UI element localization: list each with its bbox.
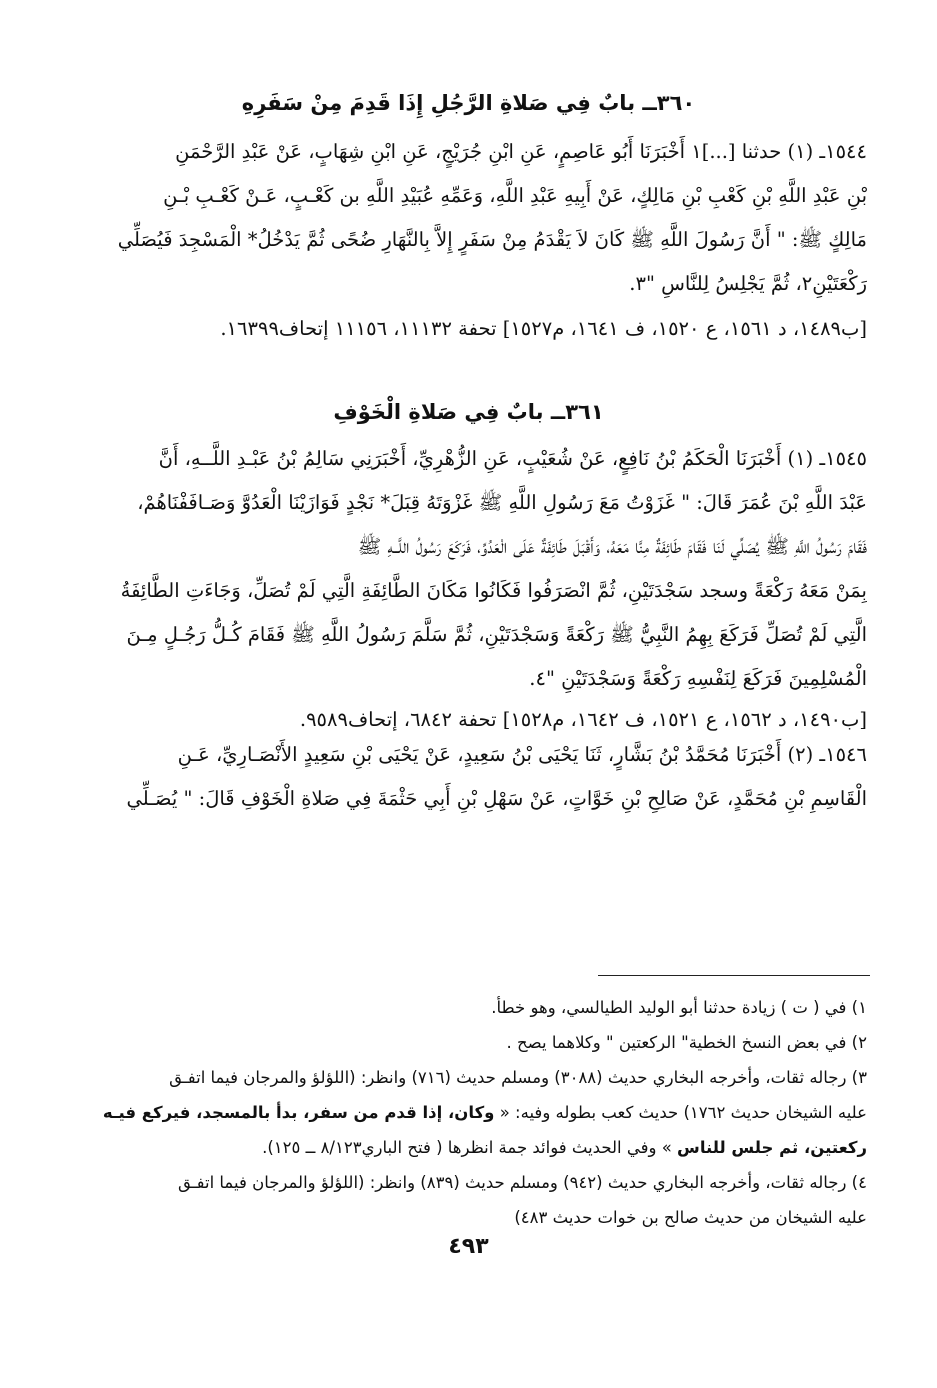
footnote-1: ١) في ( ت ) زيادة حدثنا أبو الوليد الطيالسي، وهو خطأ. bbox=[491, 998, 867, 1017]
footnote-2: ٢) في بعض النسخ الخطية" الركعتين " وكلاهما يصح . bbox=[506, 1033, 867, 1052]
hadith-1544 bbox=[60, 130, 867, 306]
footnote-3-line: ٣) رجاله ثقات، وأخرجه البخاري حديث (٣٠٨٨) ومسلم حديث (٧١٦) وانظر: (اللؤلؤ والمرجان فيما اتفـق bbox=[169, 1068, 867, 1087]
footnote-3-line bbox=[60, 1095, 867, 1130]
text-line: الْقَاسِمِ بْنِ مُحَمَّدٍ، عَنْ صَالِحِ بْنِ خَوَّاتٍ، عَنْ سَهْلِ بْنِ أَبِي حَثْمَةَ فِي صَلاةِ الْخَوْفِ قَالَ: " يُصَـلِّي bbox=[126, 787, 867, 810]
text-line: ١٥٤٦ـ (٢) أَخْبَرَنَا مُحَمَّدُ بْنُ بَشَّارٍ، ثَنَا يَحْيَى بْنُ سَعِيدٍ، عَنْ يَحْيَى بْنِ سَعِيدٍ الأَنْصَـارِيِّ، عَـنِ bbox=[177, 743, 867, 766]
chapter-title-361: ٣٦١ــ بابٌ فِي صَلاةِ الْخَوْفِ bbox=[333, 400, 604, 424]
text-line: ١٥٤٥ـ (١) أَخْبَرَنَا الْحَكَمُ بْنُ نَافِعٍ، عَنْ شُعَيْبٍ، عَنِ الزُّهْرِيِّ، أَخْبَرَنِي سَالِمُ بْنُ عَبْـدِ اللَّــهِ، أَنَّ bbox=[158, 447, 867, 470]
footnote-4-line: عليه الشيخان من حديث صالح بن خوات حديث ٤٨٣) bbox=[514, 1208, 867, 1227]
footnote-3-quote: وكان، إذا قدم من سفر، بدأ بالمسجد، فيركع فيـه bbox=[102, 1103, 495, 1122]
footnotes bbox=[60, 990, 867, 1235]
text-line: الْمُسْلِمِينَ فَرَكَعَ لِنَفْسِهِ رَكْعَةً وَسَجْدَتَيْنِ "٤. bbox=[529, 667, 867, 690]
footnote-4-line: ٤) رجاله ثقات، وأخرجه البخاري حديث (٩٤٢) ومسلم حديث (٨٣٩) وانظر: (اللؤلؤ والمرجان فيما اتفـق bbox=[178, 1173, 867, 1192]
hadith-1546 bbox=[60, 733, 867, 821]
footnote-3-line bbox=[60, 1130, 867, 1165]
text-line: الَّتِي لَمْ تُصَلِّ فَرَكَعَ بِهِمُ النَّبِيُّ ﷺ رَكْعَةً وَسَجْدَتَيْنِ، ثُمَّ سَلَّمَ رَسُولُ اللَّهِ ﷺ فَقَامَ كُـلُّ رَجُـلٍ مِـنَ bbox=[126, 623, 867, 646]
text-line: فَقَامَ رَسُولُ اللَّهِ ﷺ يُصَلِّي لَنَا فَقَامَ طَائِفَةٌ مِنَّا مَعَهُ، وَأَقْبَلَ طَائِفَةٌ عَلَى الْعَدُوِّ، فَرَكَعَ رَسُولُ اللَّــهِ ﷺ bbox=[357, 535, 867, 558]
chapter-title-360: ٣٦٠ــ بابٌ فِي صَلاةِ الرَّجُلِ إِذَا قَدِمَ مِنْ سَفَرِهِ bbox=[241, 91, 696, 115]
footnote-3-text: عليه الشيخان حديث ١٧٦٢) حديث كعب بطوله وفيه: « bbox=[499, 1103, 867, 1122]
hadith-1545 bbox=[60, 437, 867, 701]
footnote-3-quote: ركعتين، ثم جلس للناس bbox=[677, 1138, 867, 1157]
text-line: ١٥٤٤ـ (١) حدثنا [...]١ أَخْبَرَنَا أَبُو عَاصِمٍ، عَنِ ابْنِ جُرَيْجٍ، عَنِ ابْنِ شِهَابٍ، عَنْ عَبْدِ الرَّحْمَنِ bbox=[175, 140, 867, 163]
footnote-3-text: » وفي الحديث فوائد جمة انظرها ( فتح الباري٨/١٢٣ ــ ١٢٥). bbox=[262, 1138, 672, 1157]
footnote-separator bbox=[598, 975, 870, 976]
text-line: عَبْدَ اللَّهِ بْنَ عُمَرَ قَالَ: " غَزَوْتُ مَعَ رَسُولِ اللَّهِ ﷺ غَزْوَتَهُ قِبَلَ* نَجْدٍ فَوَازَيْنَا الْعَدُوَّ وَصَـافَفْنَاهُمْ، bbox=[137, 491, 867, 514]
text-line: بْنِ عَبْدِ اللَّهِ بْنِ كَعْبِ بْنِ مَالِكٍ، عَنْ أَبِيهِ عَبْدِ اللَّهِ، وَعَمِّهِ عُبَيْدِ اللَّهِ بن كَعْـبٍ، عَـنْ كَعْـبِ بْـنِ bbox=[163, 184, 867, 207]
hadith-1545-reference: [ب١٤٩٠، د ١٥٦٢، ع ١٥٢١، ف ١٦٤٢، م١٥٢٨] تحفة ٦٨٤٢، إتحاف٩٥٨٩. bbox=[299, 708, 867, 731]
text-line: مَالِكٍ ﷺ: " أَنَّ رَسُولَ اللَّهِ ﷺ كَانَ لاَ يَقْدَمُ مِنْ سَفَرٍ إِلاَّ بِالنَّهَارِ ضُحًى ثُمَّ يَدْخُلُ* الْمَسْجِدَ فَيُصَلِّي bbox=[117, 228, 867, 251]
text-line: بِمَنْ مَعَهُ رَكْعَةً وسجد سَجْدَتَيْنِ، ثُمَّ انْصَرَفُوا فَكَانُوا مَكَانَ الطَّائِفَةِ الَّتِي لَمْ تُصَلِّ، وَجَاءَتِ الطَّائِفَةُ bbox=[120, 579, 867, 602]
page-number: ٤٩٣ bbox=[448, 1234, 489, 1259]
text-line: رَكْعَتَيْنِ٢، ثُمَّ يَجْلِسُ لِلنَّاسِ "٣. bbox=[629, 272, 867, 295]
hadith-1544-reference: [ب١٤٨٩، د ١٥٦١، ع ١٥٢٠، ف ١٦٤١، م١٥٢٧] تحفة ١١١٣٢، ١١١٥٦ إتحاف١٦٣٩٩. bbox=[220, 317, 867, 340]
